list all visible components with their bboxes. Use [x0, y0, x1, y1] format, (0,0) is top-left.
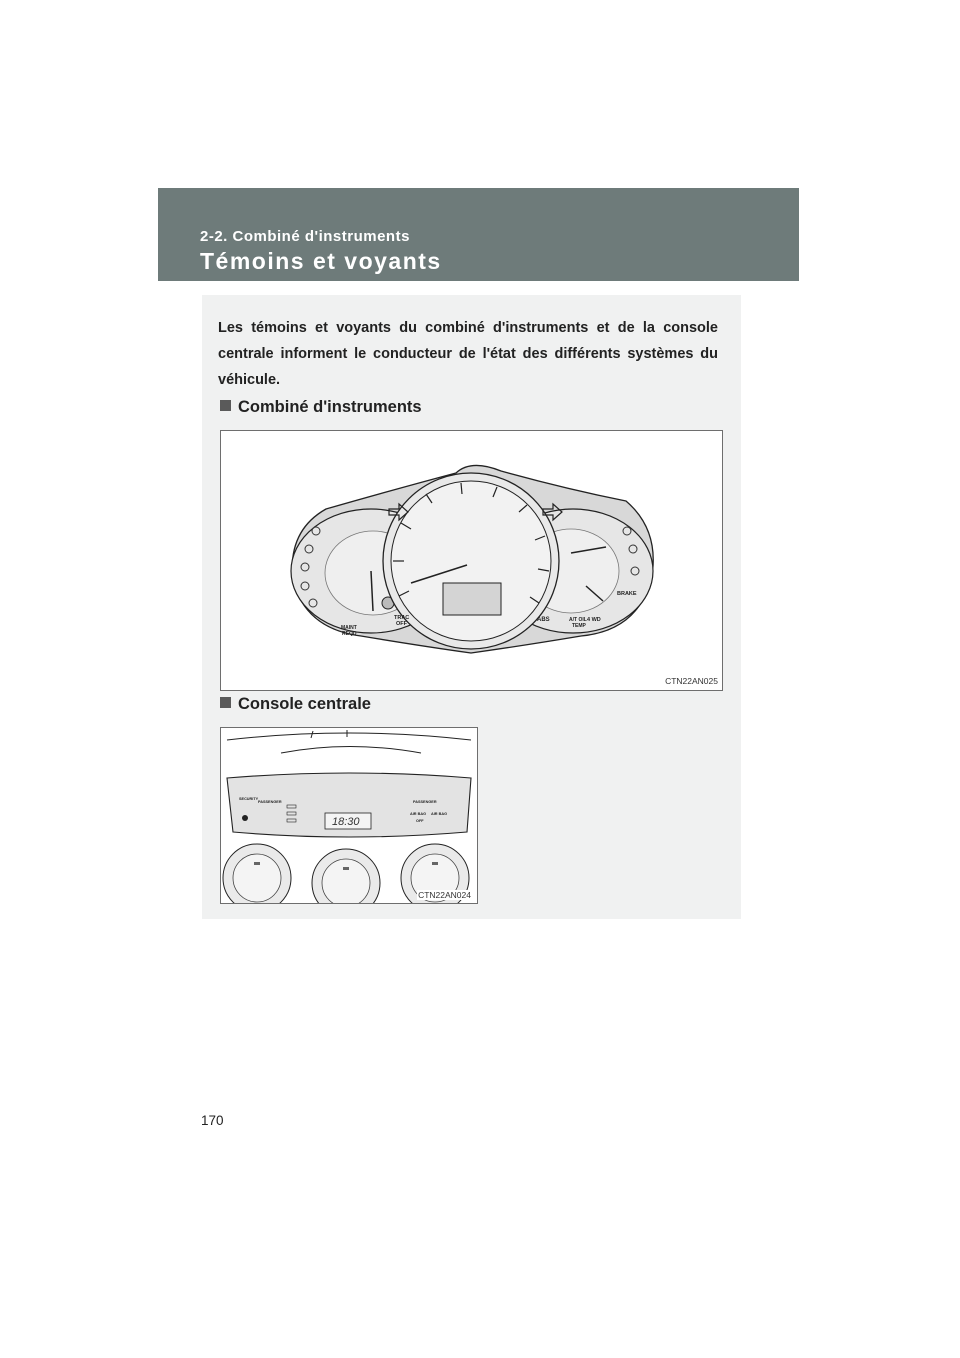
section-label: 2-2. Combiné d'instruments — [200, 228, 410, 245]
maint-reqd-label: MAINT — [341, 625, 357, 631]
page-number: 170 — [201, 1113, 224, 1128]
security-label: SECURITY — [239, 797, 259, 801]
brake-label: BRAKE — [617, 591, 637, 597]
maint-reqd-label-2: REQD — [342, 631, 357, 637]
instrument-cluster-illustration — [221, 431, 722, 690]
at-oil-temp-label: A/T OIL — [569, 617, 587, 623]
subhead-center-console — [220, 695, 371, 714]
center-console-illustration — [221, 728, 477, 903]
airbag-label-2: AIR BAG — [431, 812, 448, 816]
instrument-cluster-figure — [220, 430, 723, 691]
square-bullet-icon — [220, 697, 231, 708]
center-console-figure — [220, 727, 478, 904]
at-oil-temp-label-2: TEMP — [572, 623, 586, 629]
square-bullet-icon — [220, 400, 231, 411]
header-band — [158, 188, 799, 281]
four-wd-label: 4 WD — [587, 617, 601, 623]
airbag-off-label: OFF — [416, 819, 424, 823]
figure-code: CTN22AN025 — [665, 676, 718, 686]
subhead-instrument-cluster — [220, 398, 422, 417]
subhead-text: Console centrale — [238, 695, 371, 713]
passenger-label-left: PASSENGER — [258, 800, 282, 804]
airbag-label-1: AIR BAG — [410, 812, 427, 816]
page-title: Témoins et voyants — [200, 248, 442, 274]
intro-paragraph: Les témoins et voyants du combiné d'instruments et de la console centrale informent le conducteur de l'état des différents systèmes du véhicule. — [218, 320, 718, 388]
content-box — [202, 295, 741, 919]
clock-readout: 18:30 — [332, 816, 360, 828]
subhead-text: Combiné d'instruments — [238, 398, 422, 416]
trac-off-label-2: OFF — [396, 621, 407, 627]
trac-off-label: TRAC — [394, 615, 410, 621]
figure-code: CTN22AN024 — [418, 890, 471, 900]
abs-label: ABS — [537, 617, 550, 623]
passenger-label-right: PASSENGER — [413, 800, 437, 804]
